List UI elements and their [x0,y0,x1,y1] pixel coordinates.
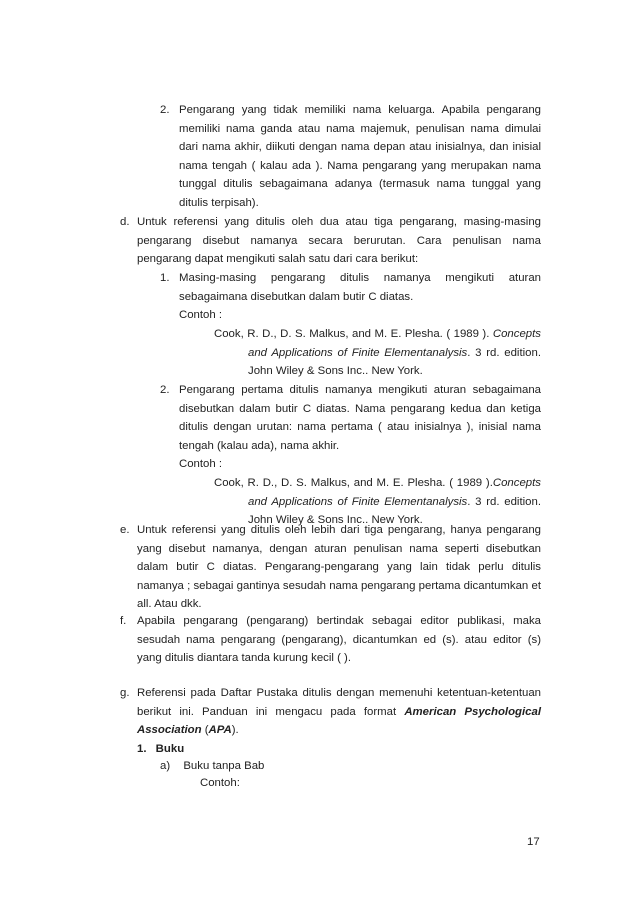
section-letter-e: e. [120,524,130,536]
reference-edition: . 3 rd. edition. John Wiley & Sons Inc.. New York. [248,495,541,527]
reference-d-item1 [214,325,541,381]
page-number: 17 [527,836,540,848]
heading-label: Buku [155,743,185,755]
section-letter-f: f. [120,615,127,627]
heading-number: 1. [137,743,147,755]
paragraph-text: ). [231,724,239,737]
paragraph-d-item1: Masing-masing pengarang ditulis namanya mengikuti aturan sebagaimana disebutkan dalam butir C diatas. [179,272,541,303]
contoh-label: Contoh : [179,309,223,321]
contoh-label: Contoh : [179,458,223,470]
list-number: 2. [160,104,170,116]
paragraph-text: ( [201,724,209,737]
list-number: 1. [160,272,170,284]
contoh-label: Contoh: [200,777,240,789]
apa-full-name: American Psychological Association [137,705,541,737]
section-letter-g: g. [120,687,130,699]
reference-edition: . 3 rd. edition. John Wiley & Sons Inc.. New York. [248,346,541,378]
reference-authors: Cook, R. D., D. S. Malkus, and M. E. Plesha. ( 1989 ). [214,477,493,489]
paragraph-section-e: Untuk referensi yang ditulis oleh lebih dari tiga pengarang, hanya pengarang yang disebut namanya, dengan aturan penulisan nama seperti disebutkan dalam butir C diatas. Pengarang-pengarang yang lain tidak perlu ditulis namanya ; sebagai gantinya sesudah nama pengarang pertama dicantumkan et all. Atau dkk. [137,524,541,611]
section-letter-d: d. [120,216,130,228]
reference-title: Concepts and Applications of Finite Elementanalysis [248,477,541,508]
paragraph-item2-top: Pengarang yang tidak memiliki nama keluarga. Apabila pengarang memiliki nama ganda atau nama majemuk, penulisan nama dimulai dari nama akhir, diikuti dengan nama depan atau inisialnya, dan inisial nama tengah ( kalau ada ). Nama pengarang yang merupakan nama tunggal ditulis sebagaimana adanya (termasuk nama tunggal yang ditulis terpisah). [179,104,541,209]
reference-authors: Cook, R. D., D. S. Malkus, and M. E. Plesha. ( 1989 ). [214,328,493,340]
subheading-letter: a) [160,760,171,772]
paragraph-section-g [137,684,541,740]
list-number: 2. [160,384,170,396]
paragraph-section-f: Apabila pengarang (pengarang) bertindak sebagai editor publikasi, maka sesudah nama pengarang (pengarang), dicantumkan ed (s). atau editor (s) yang ditulis diantara tanda kurung kecil ( ). [137,615,541,665]
subheading-label: Buku tanpa Bab [183,760,265,772]
apa-abbreviation: APA [208,724,232,737]
heading-buku [137,740,184,759]
paragraph-section-d: Untuk referensi yang ditulis oleh dua atau tiga pengarang, masing-masing pengarang disebut namanya secara berurutan. Cara penulisan nama pengarang dapat mengikuti salah satu dari cara berikut: [137,216,541,266]
reference-title: Concepts and Applications of Finite Elementanalysis [248,328,541,359]
subheading-buku-tanpa-bab [160,757,264,776]
paragraph-d-item2: Pengarang pertama ditulis namanya mengikuti aturan sebagaimana disebutkan dalam butir C diatas. Nama pengarang kedua dan ketiga ditulis dengan urutan: nama pertama ( atau inisialnya ), inisial nama tengah (kalau ada), nama akhir. [179,384,541,452]
paragraph-text: Referensi pada Daftar Pustaka ditulis dengan memenuhi ketentuan-ketentuan berikut ini. Panduan ini mengacu pada format [137,687,541,718]
